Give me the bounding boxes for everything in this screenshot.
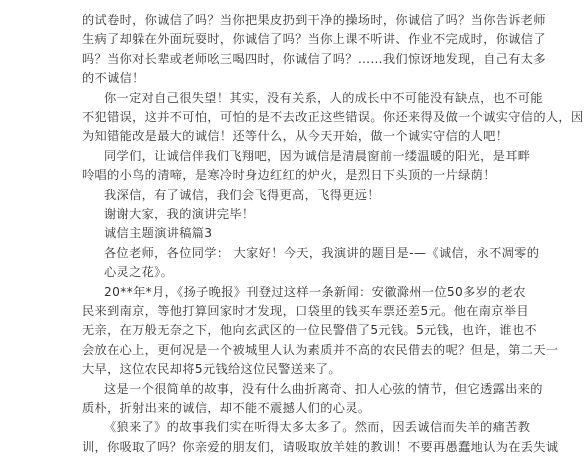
text-line: 谢谢大家，我的演讲完毕！ <box>104 207 255 221</box>
text-line: 《狼来了》的故事我们实在听得太多太多了。然而，因丢诚信而失羊的痛苦教 <box>104 420 531 435</box>
text-line: 的不诚信！ <box>82 71 145 86</box>
text-line: 我深信，有了诚信，我们会飞得更高，飞得更远！ <box>104 187 380 202</box>
text-line: 20**年*月，《扬子晚报》刊登过这样一条新闻：安徽滁州一位50多岁的老农 <box>104 284 526 299</box>
text-line: 的试卷时，你诚信了吗？当你把果皮扔到干净的操场时，你诚信了吗？当你告诉老师 <box>82 13 546 27</box>
text-line: 诚信主题演讲稿篇3 <box>104 226 213 241</box>
text-line: 为知错能改是最大的诚信！还等什么，从今天开始，做一个诚实守信的人吧！ <box>82 129 509 144</box>
text-line: 会放在心上，更何况是一个被城里人认为素质并不高的农民借去的呢？但是，第二天一 <box>82 342 559 357</box>
text-line: 质朴，折射出来的诚信，却不能不震撼人们的心灵。 <box>82 401 371 415</box>
text-line: 你一定对自己很失望！其实，没有关系，人的成长中不可能没有缺点，也不可能 <box>104 90 543 105</box>
text-line: 训，你吸取了吗？你亲爱的朋友们，请吸取放羊娃的教训！不要再愚蠢地认为在丢失诚 <box>82 439 559 454</box>
text-line: 呤唱的小鸟的清啼，是寒冷时身边红红的炉火，是烈日下头顶的一片绿荫！ <box>82 168 496 183</box>
text-line: 同学们，让诚信伴我们飞翔吧，因为诚信是清晨窗前一缕温暖的阳光，是耳畔 <box>104 148 531 163</box>
text-line: 不犯错误，这并不可怕，可怕的是不去改正这些错误。你还来得及做一个诚实守信的人，因 <box>82 110 584 124</box>
text-line: 心灵之花》。 <box>104 265 174 280</box>
text-line: 生病了却躲在外面玩耍时，你诚信了吗？当你上课不听讲、作业不完成时，你诚信了 <box>82 32 546 47</box>
text-line: 吗？当你对长辈或老师吆三喝四时，你诚信了吗？……我们惊讶地发现，自己有太多 <box>82 51 546 66</box>
text-line: 大早，这位农民却将5元钱给这位民警送来了。 <box>82 362 341 377</box>
text-line: 这是一个很简单的故事，没有什么曲折离奇、扣人心弦的情节，但它透露出来的 <box>104 381 543 396</box>
text-line: 各位老师，各位同学： 大家好！今天，我演讲的题目是-—《诚信，永不凋零的 <box>104 245 540 260</box>
text-line: 无亲，在万般无奈之下，他向玄武区的一位民警借了5元钱。5元钱，也许，谁也不 <box>82 323 538 338</box>
text-line: 民来到南京，等他打算回家时才发现，口袋里的钱买车票还差5元。他在南京举目 <box>82 304 529 318</box>
